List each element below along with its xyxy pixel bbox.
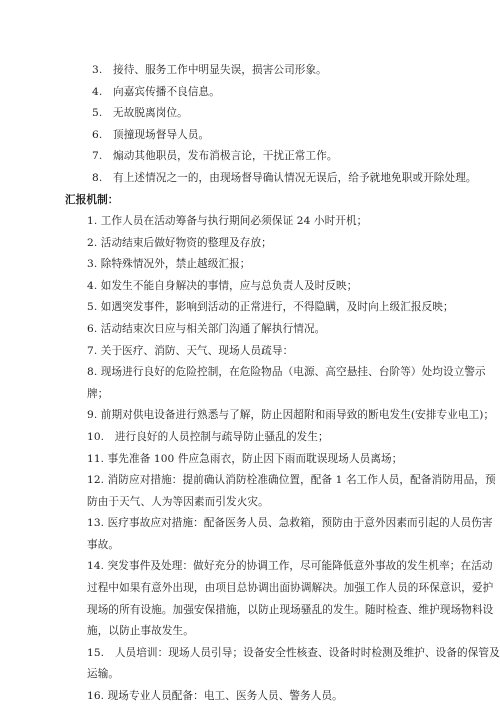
list-item: 6. 顶撞现场督导人员。 [92,129,210,141]
list-item: 5. 如遇突发事件，影响到活动的正常进行，不得隐瞒，及时向上级汇报反映； [87,301,454,313]
list-item: 3. 接待、服务工作中明显失误，损害公司形象。 [92,64,327,76]
list-item-continuation: 牌； [87,388,109,400]
list-item-continuation: 运输。 [87,668,120,680]
list-item: 12. 消防应对措施：提前确认消防栓准确位置，配备 1 名工作人员，配备消防用品，预 [87,474,496,486]
list-item: 1. 工作人员在活动筹备与执行期间必须保证 24 小时开机； [87,215,368,227]
list-item: 7. 煽动其他职员，发布消极言论，干扰正常工作。 [92,150,338,162]
list-item: 3. 除特殊情况外，禁止越级汇报； [87,258,251,270]
list-item: 8. 现场进行良好的危险控制，在危险物品（电源、高空悬挂、台阶等）处均设立警示 [87,366,486,378]
list-item: 2. 活动结束后做好物资的整理及存放； [87,237,272,249]
list-item-continuation: 过程中如果有意外出现，由项目总协调出面协调解决。加强工作人员的环保意识，爱护 [87,582,494,594]
list-item: 5. 无故脱离岗位。 [92,107,188,119]
list-item-continuation: 事故。 [87,539,120,551]
section-heading: 汇报机制： [65,194,119,206]
list-item: 8. 有上述情况之一的，由现场督导确认情况无误后，给予就地免职或开除处理。 [92,172,477,184]
list-item: 16. 现场专业人员配备：电工、医务人员、警务人员。 [87,690,343,702]
list-item-continuation: 施，以防止事故发生。 [87,625,194,637]
list-item: 13. 医疗事故应对措施：配备医务人员、急救箱，预防由于意外因素而引起的人员伤害 [87,517,493,529]
list-item: 7. 关于医疗、消防、天气、现场人员疏导： [87,345,294,357]
list-item: 4. 向嘉宾传播不良信息。 [92,86,220,98]
list-item-continuation: 现场的所有设施。加强安保措施，以防止现场骚乱的发生。随时检查、维护现场物料设 [87,604,494,616]
list-item: 11. 事先准备 100 件应急雨衣，防止因下雨而耽误现场人员离场； [87,453,403,465]
list-item: 4. 如发生不能自身解决的事情，应与总负责人及时反映； [87,280,358,292]
list-item: 15. 人员培训：现场人员引导；设备安全性核查、设备时时检测及维护、设备的保管及 [87,647,500,659]
list-item: 10. 进行良好的人员控制与疏导防止骚乱的发生； [87,431,329,443]
list-item-continuation: 防由于天气、人为等因素而引发火灾。 [87,496,269,508]
list-item: 14. 突发事件及处理：做好充分的协调工作，尽可能降低意外事故的发生机率；在活动 [87,560,493,572]
list-item: 6. 活动结束次日应与相关部门沟通了解执行情况。 [87,323,326,335]
list-item: 9. 前期对供电设备进行熟悉与了解，防止因超附和雨导致的断电发生(安排专业电工)； [87,409,495,421]
